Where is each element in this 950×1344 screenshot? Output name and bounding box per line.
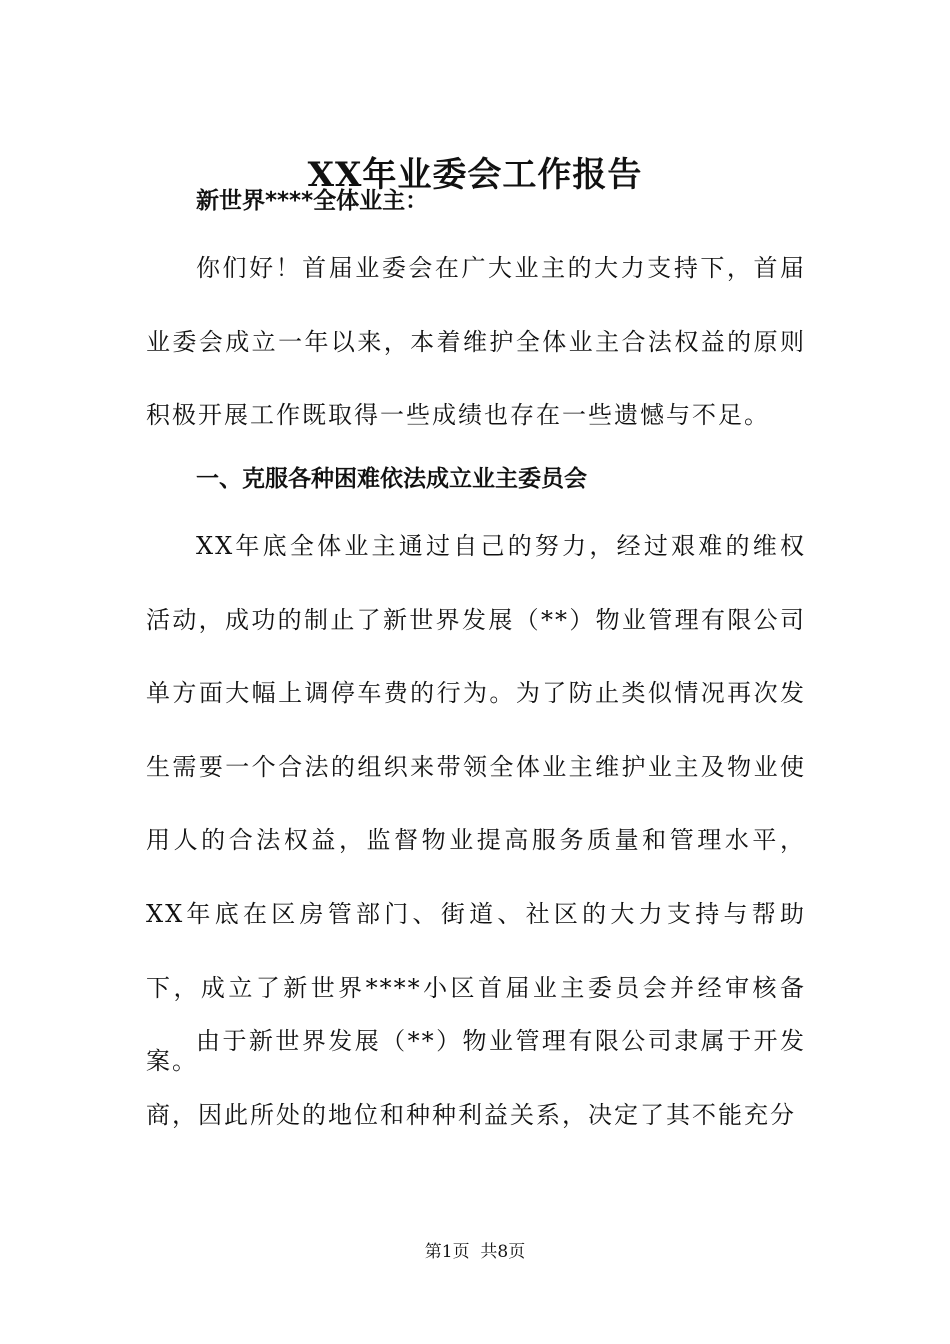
- page-footer: [0, 1238, 950, 1266]
- document-title: XX年业委会工作报告: [307, 154, 643, 195]
- page-number: 第1页: [424, 1242, 470, 1262]
- salutation: 新世界****全体业主：: [196, 188, 429, 214]
- intro-paragraph: 你们好！首届业委会在广大业主的大力支持下，首届业委会成立一年以来，本着维护全体业主合法权益的原则积极开展工作既取得一些成绩也存在一些遗憾与不足。: [146, 254, 806, 430]
- section-paragraph-2: 由于新世界发展（**）物业管理有限公司隶属于开发商，因此所处的地位和种种利益关系，决定了其不能充分: [146, 1027, 806, 1129]
- section-paragraph-1: XX年底全体业主通过自己的努力，经过艰难的维权活动，成功的制止了新世界发展（**）物业管理有限公司单方面大幅上调停车费的行为。为了防止类似情况再次发生需要一个合法的组织来带领全体业主维护业主及物业使用人的合法权益，监督物业提高服务质量和管理水平，XX年底在区房管部门、街道、社区的大力支持与帮助下，成立了新世界****小区首届业主委员会并经审核备案。: [146, 532, 806, 1076]
- section-heading: 一、克服各种困难依法成立业主委员会: [196, 466, 587, 492]
- page-total: 共8页: [480, 1242, 526, 1262]
